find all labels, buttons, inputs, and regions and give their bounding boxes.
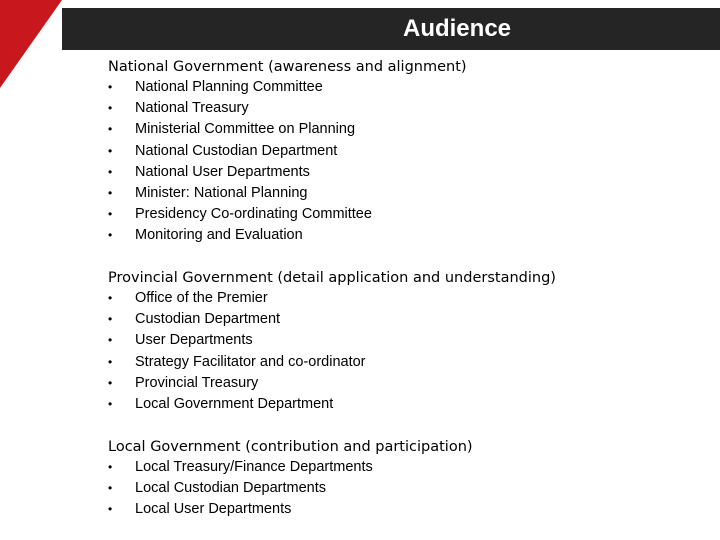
bullet-dot-icon: •	[108, 101, 113, 116]
list-item-text: User Departments	[135, 332, 253, 349]
list-item	[108, 141, 467, 162]
slide-title: Audience	[402, 15, 512, 42]
bullet-dot-icon: •	[108, 375, 113, 390]
list-item-text: Provincial Treasury	[135, 374, 259, 391]
title-bar	[62, 8, 720, 50]
list-item-text: Local Government Department	[135, 396, 334, 413]
list-item	[108, 373, 556, 394]
bullet-dot-icon: •	[108, 354, 113, 369]
list-item-text: Local Treasury/Finance Departments	[135, 459, 373, 475]
list-item	[108, 288, 556, 309]
list-item-text: Local User Departments	[135, 501, 292, 518]
list-item	[108, 162, 467, 183]
bullet-dot-icon: •	[108, 164, 113, 179]
list-item-text: Custodian Department	[135, 311, 281, 328]
bullet-dot-icon: •	[108, 207, 113, 222]
list-item-text: National Planning Committee	[135, 79, 323, 95]
bullet-dot-icon: •	[108, 333, 113, 348]
section-heading: Local Government (contribution and participation)	[108, 439, 473, 455]
list-item	[108, 352, 556, 373]
list-item	[108, 98, 467, 119]
bullet-dot-icon: •	[108, 481, 113, 496]
section-national-government	[108, 57, 467, 247]
list-item-text: National User Departments	[135, 163, 310, 180]
list-item	[108, 119, 467, 140]
decorative-red-corner	[0, 0, 62, 88]
list-item	[108, 499, 473, 520]
section-heading: National Government (awareness and alignment)	[108, 59, 467, 75]
list-item	[108, 183, 467, 204]
bullet-dot-icon: •	[108, 502, 113, 517]
bullet-dot-icon: •	[108, 143, 113, 158]
list-item-text: Monitoring and Evaluation	[135, 227, 303, 244]
section-heading: Provincial Government (detail application and understanding)	[108, 270, 556, 286]
bullet-dot-icon: •	[108, 312, 113, 327]
list-item	[108, 478, 473, 499]
section-local-government	[108, 437, 473, 521]
bullet-list	[108, 457, 473, 521]
list-item	[108, 457, 473, 478]
list-item-text: Presidency Co-ordinating Committee	[135, 206, 372, 223]
bullet-dot-icon: •	[108, 122, 113, 137]
bullet-list	[108, 77, 467, 247]
section-provincial-government	[108, 268, 556, 415]
bullet-dot-icon: •	[108, 186, 113, 201]
list-item	[108, 394, 556, 415]
bullet-list	[108, 288, 556, 415]
list-item	[108, 204, 467, 225]
bullet-dot-icon: •	[108, 228, 113, 243]
list-item	[108, 330, 556, 351]
bullet-dot-icon: •	[108, 397, 113, 412]
bullet-dot-icon: •	[108, 80, 113, 94]
list-item-text: National Custodian Department	[135, 142, 338, 159]
list-item-text: Ministerial Committee on Planning	[135, 121, 356, 138]
bullet-dot-icon: •	[108, 460, 113, 474]
bullet-dot-icon: •	[108, 291, 113, 305]
list-item	[108, 225, 467, 246]
list-item-text: Local Custodian Departments	[135, 480, 327, 497]
list-item-text: Minister: National Planning	[135, 185, 308, 202]
list-item-text: National Treasury	[135, 100, 249, 117]
list-item	[108, 77, 467, 98]
list-item	[108, 309, 556, 330]
list-item-text: Office of the Premier	[135, 290, 268, 306]
list-item-text: Strategy Facilitator and co-ordinator	[135, 353, 366, 370]
